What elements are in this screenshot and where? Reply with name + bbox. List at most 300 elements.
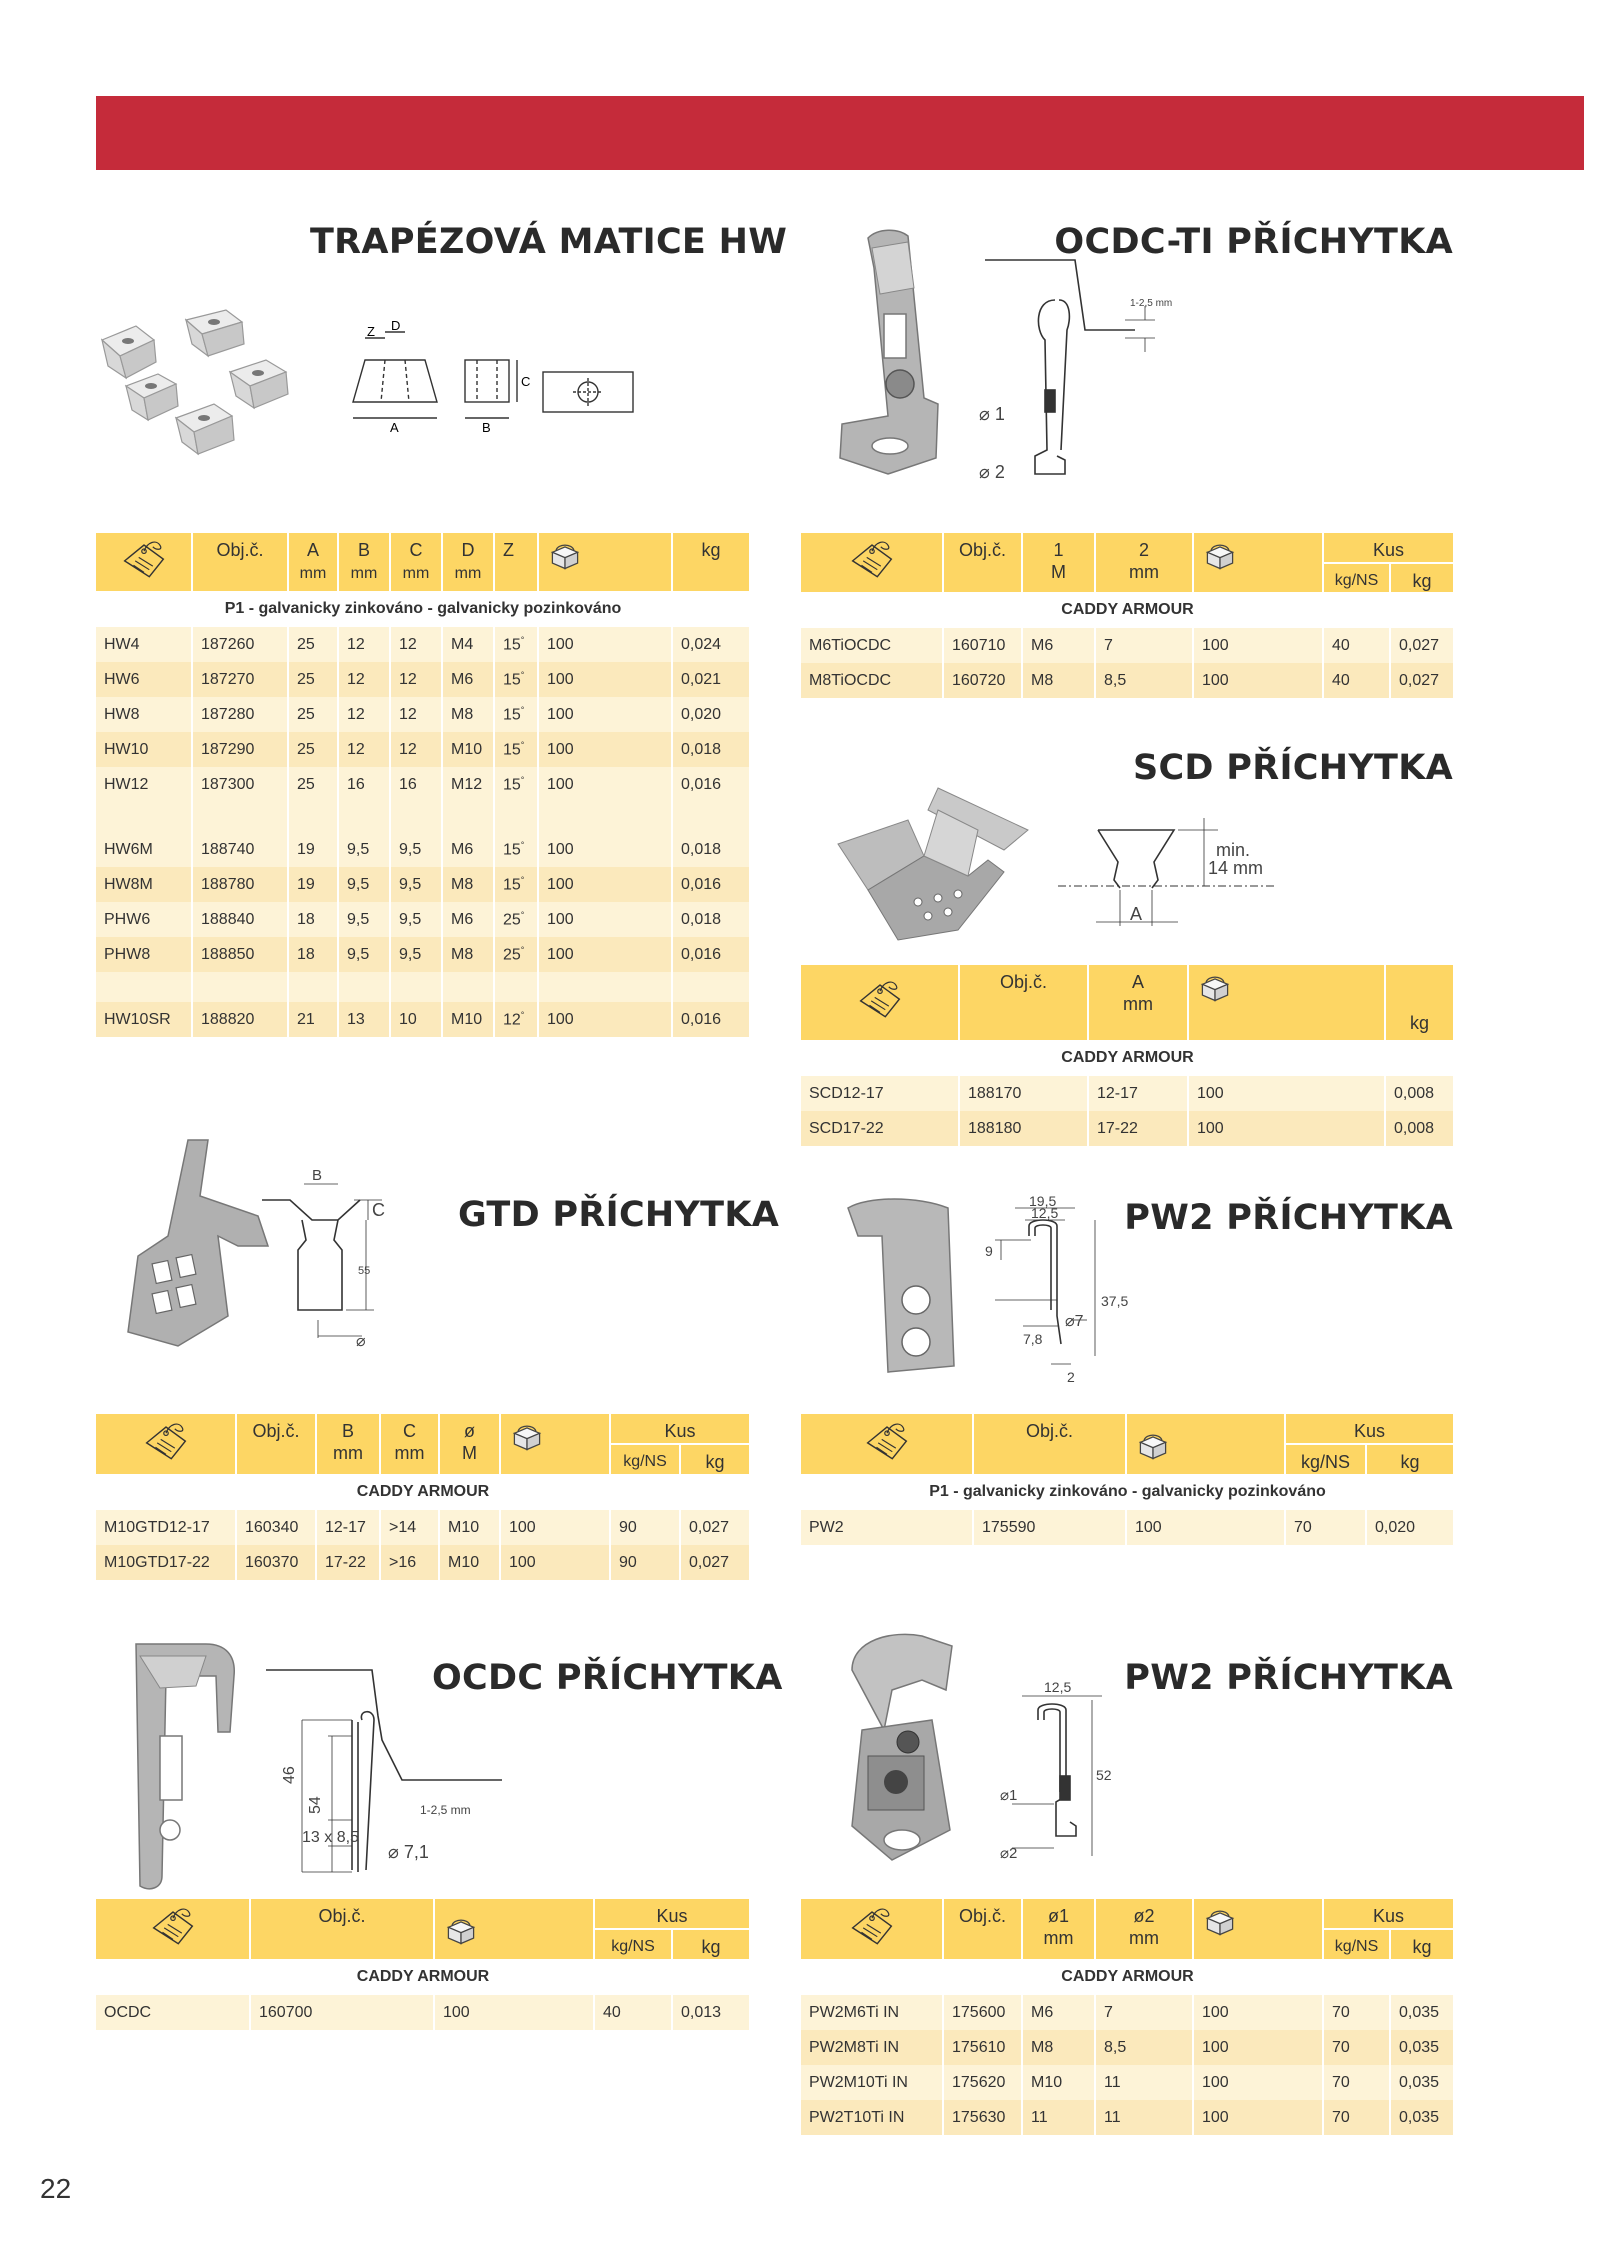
- degree-mark: °: [520, 909, 525, 920]
- table-cell: M10: [439, 1510, 500, 1545]
- pw2a-table: [801, 1414, 1455, 1545]
- ocdc-tag-cell: [96, 1899, 250, 1959]
- table-cell: 0,035: [1390, 1995, 1454, 2030]
- gtd-header-b: B mm: [316, 1414, 380, 1474]
- table-cell: HW6: [96, 662, 192, 697]
- scd-title: SCD PŘÍCHYTKA: [1132, 748, 1453, 788]
- pw2a-section-label: P1 - galvanicky zinkováno - galvanicky pozinkováno: [801, 1474, 1454, 1510]
- table-cell: 160340: [236, 1510, 316, 1545]
- table-cell: 0,035: [1390, 2030, 1454, 2065]
- tag-icon: [845, 1905, 899, 1949]
- table-cell: 188840: [192, 902, 288, 937]
- degree-mark: °: [520, 944, 525, 955]
- table-cell: 0,008: [1385, 1076, 1454, 1111]
- ocdcti-technical-drawing: [975, 250, 1195, 490]
- pw2a-dim-t: 2: [1067, 1369, 1075, 1385]
- ocdc-sub-kgns: kg/NS: [594, 1929, 672, 1959]
- table-cell: M10: [442, 1002, 494, 1037]
- table-cell: 12: [390, 732, 442, 767]
- table-cell: 100: [1188, 1111, 1385, 1146]
- table-cell: 0,027: [680, 1510, 750, 1545]
- hw-header-z: Z: [494, 533, 538, 591]
- table-cell: 100: [538, 627, 672, 662]
- box-icon: [509, 1420, 545, 1452]
- table-cell: 100: [538, 867, 672, 902]
- table-cell: 175590: [973, 1510, 1126, 1545]
- pw2a-dim-w3: 7,8: [1023, 1331, 1043, 1347]
- table-cell: 11: [1022, 2100, 1095, 2135]
- table-cell: M6: [1022, 628, 1095, 663]
- hw-dim-b: B: [482, 420, 491, 435]
- gtd-box-cell: [500, 1414, 610, 1474]
- table-cell: M8: [1022, 663, 1095, 698]
- ocdcti-dim-d2: ⌀ 2: [979, 462, 1005, 482]
- gtd-sub-kg: kg: [680, 1444, 750, 1474]
- hw-tag-cell: [96, 533, 192, 591]
- tag-icon: [146, 1905, 200, 1949]
- pw2b-dim-h: 52: [1096, 1767, 1112, 1783]
- table-cell: 15°: [494, 732, 538, 767]
- table-cell: 0,016: [672, 937, 750, 972]
- hw-header-kg: kg: [672, 533, 750, 591]
- pw2b-sub-kgns: kg/NS: [1323, 1929, 1390, 1959]
- table-cell: 100: [1193, 628, 1323, 663]
- table-cell: 16: [338, 767, 390, 802]
- tag-icon: [845, 538, 899, 582]
- table-cell: 11: [1095, 2065, 1193, 2100]
- table-cell: 100: [538, 767, 672, 802]
- pw2a-dim-w2: 12,5: [1031, 1205, 1059, 1221]
- table-cell: HW10: [96, 732, 192, 767]
- table-cell: >14: [380, 1510, 439, 1545]
- ocdcti-tag-cell: [801, 533, 943, 592]
- pw2a-header-kus: Kus: [1285, 1414, 1454, 1444]
- table-cell: M6: [442, 832, 494, 867]
- table-cell: 12: [338, 697, 390, 732]
- degree-mark: °: [520, 704, 525, 715]
- hw-header-c: C mm: [390, 533, 442, 591]
- table-cell: 40: [1323, 663, 1390, 698]
- table-cell: 188850: [192, 937, 288, 972]
- table-row: [801, 1995, 1454, 2030]
- table-cell: 70: [1323, 1995, 1390, 2030]
- table-cell: 100: [538, 832, 672, 867]
- table-row: [96, 1545, 750, 1580]
- hw-header-b: B mm: [338, 533, 390, 591]
- table-cell: 0,035: [1390, 2100, 1454, 2135]
- table-cell: 100: [500, 1510, 610, 1545]
- gtd-dim-b: B: [312, 1170, 323, 1184]
- table-cell: 0,018: [672, 732, 750, 767]
- table-spacer-row: [96, 802, 750, 832]
- tag-icon: [853, 978, 907, 1022]
- degree-mark: °: [520, 839, 525, 850]
- table-cell: 188780: [192, 867, 288, 902]
- table-cell: 40: [1323, 628, 1390, 663]
- table-cell: 9,5: [390, 832, 442, 867]
- table-cell: M8: [442, 937, 494, 972]
- table-cell: 12: [390, 697, 442, 732]
- table-cell: 12: [338, 627, 390, 662]
- box-icon: [1135, 1429, 1171, 1461]
- table-cell: 100: [538, 1002, 672, 1037]
- ocdc-box-cell: [434, 1899, 594, 1959]
- tag-icon: [139, 1420, 193, 1464]
- table-cell: 25: [288, 697, 338, 732]
- table-row: [96, 832, 750, 867]
- page-number: 22: [40, 2173, 72, 2204]
- ocdc-table: [96, 1899, 751, 2030]
- hw-header-d: D mm: [442, 533, 494, 591]
- table-cell: 0,020: [1366, 1510, 1454, 1545]
- table-cell: 187270: [192, 662, 288, 697]
- pw2b-product-photo: [832, 1630, 982, 1870]
- table-cell: 12: [390, 627, 442, 662]
- table-cell: 9,5: [390, 937, 442, 972]
- table-cell: 160700: [250, 1995, 434, 2030]
- hw-header-objc: Obj.č.: [192, 533, 288, 591]
- table-cell: M8TiOCDC: [801, 663, 943, 698]
- table-cell: 100: [500, 1545, 610, 1580]
- table-cell: 100: [538, 697, 672, 732]
- table-row: [96, 1002, 750, 1037]
- table-cell: 70: [1323, 2100, 1390, 2135]
- hw-technical-drawing: [345, 318, 645, 448]
- table-cell: 19: [288, 832, 338, 867]
- table-cell: 9,5: [338, 867, 390, 902]
- pw2b-header-o1: ø1 mm: [1022, 1899, 1095, 1959]
- box-icon: [1197, 971, 1233, 1003]
- table-cell: HW6M: [96, 832, 192, 867]
- hw-table: [96, 533, 751, 1037]
- table-cell: M10: [442, 732, 494, 767]
- table-cell: PHW6: [96, 902, 192, 937]
- hw-box-cell: [538, 533, 672, 591]
- table-cell: HW8: [96, 697, 192, 732]
- table-cell: HW10SR: [96, 1002, 192, 1037]
- table-cell: 188820: [192, 1002, 288, 1037]
- table-cell: 10: [390, 1002, 442, 1037]
- table-cell: 175600: [943, 1995, 1022, 2030]
- table-cell: 100: [1193, 2100, 1323, 2135]
- pw2a-dim-w1: 19,5: [1029, 1196, 1057, 1209]
- table-cell: HW8M: [96, 867, 192, 902]
- table-row: [801, 2065, 1454, 2100]
- header-red-bar: [96, 96, 1584, 170]
- table-cell: M10: [1022, 2065, 1095, 2100]
- table-cell: M10GTD12-17: [96, 1510, 236, 1545]
- table-cell: M10GTD17-22: [96, 1545, 236, 1580]
- scd-dim-min: min.: [1216, 840, 1251, 860]
- table-cell: 25: [288, 767, 338, 802]
- table-cell: 12°: [494, 1002, 538, 1037]
- table-cell: 0,018: [672, 902, 750, 937]
- table-cell: 100: [1193, 663, 1323, 698]
- gtd-title: GTD PŘÍCHYTKA: [458, 1195, 780, 1235]
- table-cell: PW2: [801, 1510, 973, 1545]
- ocdc-header-objc: Obj.č.: [250, 1899, 434, 1959]
- gtd-header-objc: Obj.č.: [236, 1414, 316, 1474]
- scd-dim-min-value: 14 mm: [1208, 858, 1264, 878]
- hw-dim-c: C: [521, 374, 531, 389]
- table-cell: 175620: [943, 2065, 1022, 2100]
- hw-section-label: P1 - galvanicky zinkováno - galvanicky pozinkováno: [96, 591, 750, 627]
- table-cell: 15°: [494, 832, 538, 867]
- ocdc-dim-h2: 54: [307, 1796, 324, 1814]
- pw2a-header-objc: Obj.č.: [973, 1414, 1126, 1474]
- gtd-product-photo: [108, 1136, 278, 1356]
- table-cell: 21: [288, 1002, 338, 1037]
- ocdc-product-photo: [126, 1636, 246, 1896]
- table-cell: 100: [538, 732, 672, 767]
- table-row: [801, 2030, 1454, 2065]
- table-cell: M4: [442, 627, 494, 662]
- table-cell: 15°: [494, 867, 538, 902]
- table-cell: 12-17: [1088, 1076, 1188, 1111]
- degree-mark: °: [520, 634, 525, 645]
- ocdc-section-label: CADDY ARMOUR: [96, 1959, 750, 1995]
- gtd-table: [96, 1414, 751, 1580]
- box-icon: [1202, 1905, 1238, 1937]
- table-cell: 70: [1323, 2065, 1390, 2100]
- table-cell: 0,027: [680, 1545, 750, 1580]
- pw2a-tag-cell: [801, 1414, 973, 1474]
- degree-mark: °: [520, 669, 525, 680]
- ocdcti-sub-kgns: kg/NS: [1323, 563, 1390, 592]
- table-cell: 12: [338, 732, 390, 767]
- table-cell: PW2T10Ti IN: [801, 2100, 943, 2135]
- ocdcti-product-photo: [828, 228, 958, 488]
- ocdcti-header-1: 1 M: [1022, 533, 1095, 592]
- table-cell: 187290: [192, 732, 288, 767]
- table-cell: 0,020: [672, 697, 750, 732]
- table-cell: 15°: [494, 627, 538, 662]
- pw2a-sub-kgns: kg/NS: [1285, 1444, 1366, 1474]
- table-cell: 18: [288, 902, 338, 937]
- table-cell: 0,018: [672, 832, 750, 867]
- ocdcti-sub-kg: kg: [1390, 563, 1454, 592]
- pw2b-header-kus: Kus: [1323, 1899, 1454, 1929]
- table-cell: 25: [288, 732, 338, 767]
- table-cell: 9,5: [390, 867, 442, 902]
- ocdc-header-kus: Kus: [594, 1899, 750, 1929]
- table-cell: 8,5: [1095, 663, 1193, 698]
- table-cell: 16: [390, 767, 442, 802]
- table-cell: PW2M6Ti IN: [801, 1995, 943, 2030]
- scd-tag-cell: [801, 965, 959, 1040]
- table-cell: 0,035: [1390, 2065, 1454, 2100]
- scd-header-kg: kg: [1385, 965, 1454, 1040]
- ocdc-dim-d: ⌀ 7,1: [388, 1842, 429, 1862]
- table-cell: 0,027: [1390, 663, 1454, 698]
- ocdcti-title: OCDC-TI PŘÍCHYTKA: [1054, 222, 1453, 262]
- ocdc-dim-thickness: 1-2,5 mm: [420, 1803, 471, 1817]
- pw2b-dim-d1: ⌀1: [1000, 1787, 1018, 1804]
- table-cell: PW2M8Ti IN: [801, 2030, 943, 2065]
- pw2a-title: PW2 PŘÍCHYTKA: [1124, 1198, 1453, 1238]
- table-spacer-row: [96, 972, 750, 1002]
- table-cell: 7: [1095, 1995, 1193, 2030]
- gtd-technical-drawing: [262, 1170, 392, 1350]
- hw-dim-a: A: [390, 420, 399, 435]
- ocdcti-section-label: CADDY ARMOUR: [801, 592, 1454, 628]
- table-cell: M6: [442, 902, 494, 937]
- tag-icon: [860, 1420, 914, 1464]
- table-cell: 9,5: [390, 902, 442, 937]
- scd-header-a: A mm: [1088, 965, 1188, 1040]
- table-cell: 100: [538, 662, 672, 697]
- table-cell: 25: [288, 627, 338, 662]
- table-cell: PW2M10Ti IN: [801, 2065, 943, 2100]
- degree-mark: °: [520, 739, 525, 750]
- scd-section-label: CADDY ARMOUR: [801, 1040, 1454, 1076]
- table-cell: 7: [1095, 628, 1193, 663]
- table-row: [96, 1995, 750, 2030]
- gtd-header-kus: Kus: [610, 1414, 750, 1444]
- pw2b-header-o2: ø2 mm: [1095, 1899, 1193, 1959]
- table-cell: 188180: [959, 1111, 1088, 1146]
- table-cell: 13: [338, 1002, 390, 1037]
- table-row: [96, 867, 750, 902]
- table-cell: 11: [1095, 2100, 1193, 2135]
- hw-dim-z: Z: [367, 324, 375, 339]
- table-row: [801, 1076, 1454, 1111]
- table-cell: 187260: [192, 627, 288, 662]
- ocdc-dim-h1: 46: [281, 1766, 298, 1784]
- pw2a-dim-h2: 37,5: [1101, 1293, 1129, 1309]
- ocdcti-header-2: 2 mm: [1095, 533, 1193, 592]
- hw-product-photo: [96, 300, 296, 460]
- table-cell: 12-17: [316, 1510, 380, 1545]
- table-cell: OCDC: [96, 1995, 250, 2030]
- table-cell: 90: [610, 1545, 680, 1580]
- table-cell: 17-22: [1088, 1111, 1188, 1146]
- table-cell: 0,016: [672, 867, 750, 902]
- degree-mark: °: [520, 774, 525, 785]
- tag-icon: [117, 538, 171, 582]
- scd-product-photo: [828, 780, 1038, 950]
- table-cell: SCD17-22: [801, 1111, 959, 1146]
- table-row: [96, 1510, 750, 1545]
- table-row: [801, 1510, 1454, 1545]
- table-cell: M6TiOCDC: [801, 628, 943, 663]
- table-row: [801, 2100, 1454, 2135]
- ocdcti-box-cell: [1193, 533, 1323, 592]
- table-cell: 9,5: [338, 937, 390, 972]
- table-row: [96, 662, 750, 697]
- pw2a-product-photo: [828, 1196, 978, 1376]
- table-cell: 0,021: [672, 662, 750, 697]
- gtd-tag-cell: [96, 1414, 236, 1474]
- box-icon: [443, 1914, 479, 1946]
- table-row: [801, 663, 1454, 698]
- table-row: [96, 697, 750, 732]
- hw-header-a: A mm: [288, 533, 338, 591]
- pw2b-sub-kg: kg: [1390, 1929, 1454, 1959]
- scd-box-cell: [1188, 965, 1385, 1040]
- table-cell: SCD12-17: [801, 1076, 959, 1111]
- box-icon: [1202, 539, 1238, 571]
- table-cell: 100: [1193, 1995, 1323, 2030]
- table-cell: 160710: [943, 628, 1022, 663]
- pw2b-table: [801, 1899, 1455, 2135]
- table-cell: 40: [594, 1995, 672, 2030]
- gtd-dim-d: ⌀: [356, 1333, 366, 1350]
- table-cell: M10: [439, 1545, 500, 1580]
- table-cell: 160720: [943, 663, 1022, 698]
- table-cell: 187300: [192, 767, 288, 802]
- pw2a-dim-h1: 9: [985, 1243, 993, 1259]
- ocdc-dim-slot: 13 x 8,5: [302, 1829, 359, 1846]
- table-cell: 90: [610, 1510, 680, 1545]
- gtd-sub-kgns: kg/NS: [610, 1444, 680, 1474]
- table-cell: 160370: [236, 1545, 316, 1580]
- table-cell: M12: [442, 767, 494, 802]
- table-row: [96, 767, 750, 802]
- box-icon: [547, 539, 583, 571]
- ocdcti-dim-d1: ⌀ 1: [979, 404, 1005, 424]
- table-cell: >16: [380, 1545, 439, 1580]
- gtd-dim-c: C: [372, 1200, 385, 1220]
- gtd-header-c: C mm: [380, 1414, 439, 1474]
- table-cell: 15°: [494, 662, 538, 697]
- pw2a-sub-kg: kg: [1366, 1444, 1454, 1474]
- table-cell: 100: [1193, 2030, 1323, 2065]
- table-cell: 0,016: [672, 767, 750, 802]
- pw2b-title: PW2 PŘÍCHYTKA: [1124, 1658, 1453, 1698]
- ocdcti-header-objc: Obj.č.: [943, 533, 1022, 592]
- table-cell: 188170: [959, 1076, 1088, 1111]
- table-cell: 175630: [943, 2100, 1022, 2135]
- table-cell: 100: [1188, 1076, 1385, 1111]
- pw2a-box-cell: [1126, 1414, 1285, 1474]
- table-cell: 100: [538, 902, 672, 937]
- table-cell: 12: [390, 662, 442, 697]
- table-row: [96, 732, 750, 767]
- table-cell: 0,013: [672, 1995, 750, 2030]
- table-cell: 8,5: [1095, 2030, 1193, 2065]
- ocdcti-dim-thickness: 1-2,5 mm: [1130, 298, 1173, 309]
- table-cell: 18: [288, 937, 338, 972]
- table-cell: 0,008: [1385, 1111, 1454, 1146]
- table-cell: 15°: [494, 767, 538, 802]
- table-cell: 70: [1323, 2030, 1390, 2065]
- pw2a-dim-d: ⌀7: [1065, 1313, 1084, 1330]
- pw2b-box-cell: [1193, 1899, 1323, 1959]
- table-cell: HW12: [96, 767, 192, 802]
- table-cell: 0,016: [672, 1002, 750, 1037]
- scd-header-objc: Obj.č.: [959, 965, 1088, 1040]
- table-cell: 9,5: [338, 832, 390, 867]
- pw2b-technical-drawing: [992, 1676, 1152, 1876]
- table-row: [96, 937, 750, 972]
- table-cell: 100: [538, 937, 672, 972]
- degree-mark: °: [520, 1009, 525, 1020]
- scd-dim-a: A: [1130, 904, 1143, 924]
- ocdc-title: OCDC PŘÍCHYTKA: [432, 1658, 783, 1698]
- table-cell: 100: [1193, 2065, 1323, 2100]
- table-row: [801, 628, 1454, 663]
- table-cell: HW4: [96, 627, 192, 662]
- table-cell: 70: [1285, 1510, 1366, 1545]
- pw2b-dim-d2: ⌀2: [1000, 1845, 1018, 1862]
- table-cell: 19: [288, 867, 338, 902]
- pw2b-tag-cell: [801, 1899, 943, 1959]
- table-row: [801, 1111, 1454, 1146]
- ocdc-sub-kg: kg: [672, 1929, 750, 1959]
- scd-technical-drawing: [1058, 810, 1288, 940]
- ocdcti-header-kus: Kus: [1323, 533, 1454, 563]
